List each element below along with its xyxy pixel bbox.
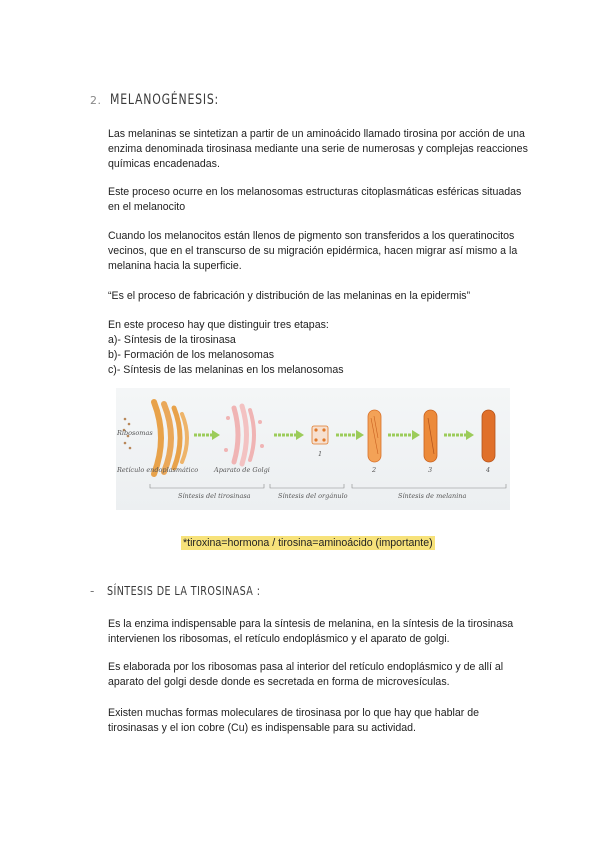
stages-list [108,333,344,378]
paragraph-melanin-synthesis: Las melaninas se sintetizan a partir de un aminoácido llamado tirosina por acción de una enzima denominada tirosinasa mediante una serie de numerosas y complejas reacciones químicas encadenadas. [108,128,528,170]
section-heading [90,90,249,108]
subsection-heading [90,584,299,598]
melanosome-stage-2 [368,410,381,462]
paragraph-transfer: Cuando los melanocitos están llenos de pigmento son transferidos a los queratinocitos vecinos, que en el transcurso de su migración epidérmica, hacen migrar así mismo a la melanina hacia la superficie. [108,230,518,272]
list-item: b)- Formación de los melanosomas [108,349,275,361]
subsection-dash: - [90,584,95,598]
label-stage-tyrosinase: Síntesis del tirosinasa [178,492,251,500]
label-ribosomes: Ribosomas [117,429,153,437]
melanosome-stage-3 [424,410,437,462]
arrow-icon [388,430,420,440]
paragraph-enzyme: Es la enzima indispensable para la síntesis de melanina, en la síntesis de la tirosinasa intervienen los ribosomas, el retículo endoplásmico y el aparato de golgi. [108,618,514,645]
section-title: MELANOGÉNESIS: [109,92,219,108]
label-stage-melanin: Síntesis de melanina [398,492,467,500]
golgi-illustration [224,406,264,464]
label-stage-4: 4 [486,466,491,474]
label-er: Retículo endoplasmático [117,466,199,474]
melanosome-stage-4 [482,410,495,462]
arrow-icon [444,430,474,440]
arrow-icon [336,430,364,440]
section-number: 2. [90,94,102,107]
paragraph-molecular-forms: Existen muchas formas moleculares de tirosinasa por lo que hay que hablar de tirosinasas y el ion cobre (Cu) es indispensable para su actividad. [108,707,479,734]
arrow-icon [274,430,304,440]
list-item: a)- Síntesis de la tirosinasa [108,334,236,346]
stage-brackets [150,484,506,488]
melanogenesis-diagram [116,388,510,510]
label-stage-1: 1 [318,450,323,458]
er-illustration [154,402,187,474]
list-item: c)- Síntesis de las melaninas en los melanosomas [108,364,344,376]
highlighted-note: *tiroxina=hormona / tirosina=aminoácido (importante) [183,537,433,549]
premelanosome-illustration [312,426,328,444]
label-stage-3: 3 [428,466,433,474]
paragraph-melanosomes: Este proceso ocurre en los melanosomas estructuras citoplasmáticas esféricas situadas en el melanocito [108,186,522,213]
label-stage-organelle: Síntesis del orgánulo [278,492,348,500]
paragraph-quote: “Es el proceso de fabricación y distribución de las melaninas en la epidermis” [108,290,471,302]
paragraph-stages-intro: En este proceso hay que distinguir tres etapas: [108,319,329,331]
label-stage-2: 2 [372,466,377,474]
paragraph-ribosomes: Es elaborada por los ribosomas pasa al interior del retículo endoplásmico y de allí al aparato del golgi desde donde es secretada en forma de microvesículas. [108,661,504,688]
label-golgi: Aparato de Golgi [214,466,270,474]
arrow-icon [194,430,220,440]
subsection-title: SÍNTESIS DE LA TIROSINASA : [106,584,261,598]
